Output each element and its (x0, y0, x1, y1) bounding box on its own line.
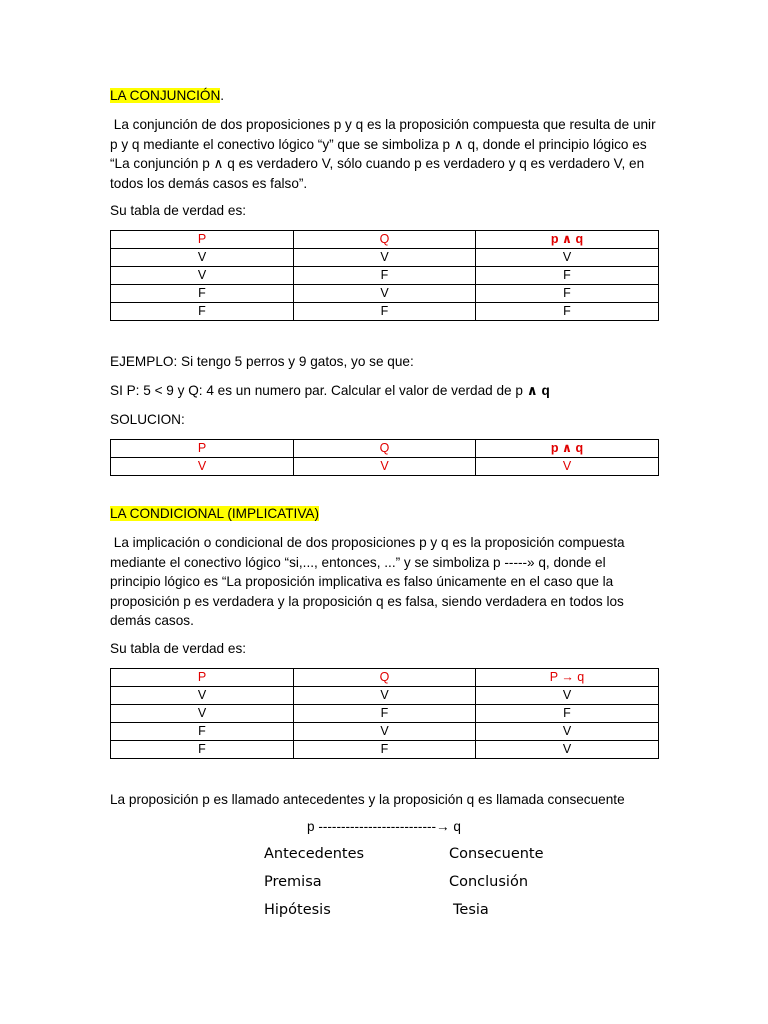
left-term: Antecedentes (264, 846, 365, 862)
table-cell: F (476, 705, 659, 723)
table-row (111, 303, 659, 321)
table-row (111, 249, 659, 267)
left-term: Hipótesis (264, 902, 331, 918)
table-header-row (111, 440, 659, 458)
conjuncion-truth-table (110, 230, 659, 321)
table-row (111, 267, 659, 285)
condicional-heading: LA CONDICIONAL (IMPLICATIVA) (110, 506, 319, 521)
table-cell: F (294, 705, 476, 723)
table-row (111, 723, 659, 741)
example-question-text: SI P: 5 < 9 y Q: 4 es un numero par. Calcular el valor de verdad de p (110, 383, 527, 398)
condicional-truth-table (110, 668, 659, 759)
table-cell: V (476, 723, 659, 741)
solution-truth-table (110, 439, 659, 476)
table-cell: F (294, 741, 476, 759)
table-cell: V (476, 458, 659, 476)
right-term: Conclusión (449, 874, 529, 890)
conjuncion-heading: LA CONJUNCIÓN (110, 88, 221, 103)
header-q: Q (294, 440, 476, 458)
table-cell: V (294, 285, 476, 303)
table-row (111, 285, 659, 303)
table-row (111, 458, 659, 476)
example-text: EJEMPLO: Si tengo 5 perros y 9 gatos, yo se que: (110, 354, 414, 369)
header-p: P (111, 440, 294, 458)
table-cell: F (476, 267, 659, 285)
left-term: Premisa (264, 874, 322, 890)
table-row (111, 705, 659, 723)
table-cell: F (476, 303, 659, 321)
table-cell: V (294, 723, 476, 741)
arrow-line: p --------------------------→ q (307, 819, 461, 834)
naming-text: La proposición p es llamado antecedentes y la proposición q es llamada consecuente (110, 792, 625, 807)
right-term: Consecuente (449, 846, 544, 862)
example-question-op: ∧ q (526, 383, 550, 398)
condicional-table-intro: Su tabla de verdad es: (110, 641, 247, 656)
table-cell: V (294, 249, 476, 267)
table-header-row (111, 669, 659, 687)
header-p-and-q: p ∧ q (476, 231, 659, 249)
table-header-row (111, 231, 659, 249)
table-row (111, 741, 659, 759)
header-q: Q (294, 669, 476, 687)
conjuncion-table-intro: Su tabla de verdad es: (110, 203, 247, 218)
header-p-implies-q: P → q (476, 669, 659, 687)
table-cell: V (294, 458, 476, 476)
table-cell: F (294, 267, 476, 285)
heading-dot: . (220, 88, 225, 103)
example-question (110, 381, 658, 401)
table-cell: V (111, 687, 294, 705)
conjuncion-definition: La conjunción de dos proposiciones p y q es la proposición compuesta que resulta de unir p y q mediante el conectivo lógico “y” que se simboliza p ∧ q, donde el principio lógico es “La conjunción p ∧ q es verdadero V, sólo cuando p es verdadero y q es verdadero V, en todos los demás casos es falso”. (110, 117, 660, 191)
table-cell: V (111, 458, 294, 476)
header-q: Q (294, 231, 476, 249)
table-cell: V (476, 741, 659, 759)
header-p-and-q: p ∧ q (476, 440, 659, 458)
condicional-heading-line (110, 504, 658, 524)
table-cell: F (476, 285, 659, 303)
table-row (111, 687, 659, 705)
right-term: Tesia (453, 902, 489, 918)
table-cell: F (111, 303, 294, 321)
solution-label: SOLUCION: (110, 412, 185, 427)
table-cell: V (111, 249, 294, 267)
table-cell: V (476, 687, 659, 705)
table-cell: V (111, 705, 294, 723)
table-cell: F (111, 723, 294, 741)
table-cell: F (294, 303, 476, 321)
table-cell: F (111, 741, 294, 759)
table-cell: F (111, 285, 294, 303)
table-cell: V (476, 249, 659, 267)
condicional-definition: La implicación o condicional de dos proposiciones p y q es la proposición compuesta mediante el conectivo lógico “si,..., entonces, ...” y se simboliza p -----» q, donde el principio lógico es “La proposición implicativa es falso únicamente en el caso que la proposición p es verdadera y la proposición q es falsa, siendo verdadera en todos los demás casos. (110, 535, 629, 629)
table-cell: V (111, 267, 294, 285)
header-p: P (111, 669, 294, 687)
header-p: P (111, 231, 294, 249)
conjuncion-heading-line (110, 86, 658, 106)
table-cell: V (294, 687, 476, 705)
